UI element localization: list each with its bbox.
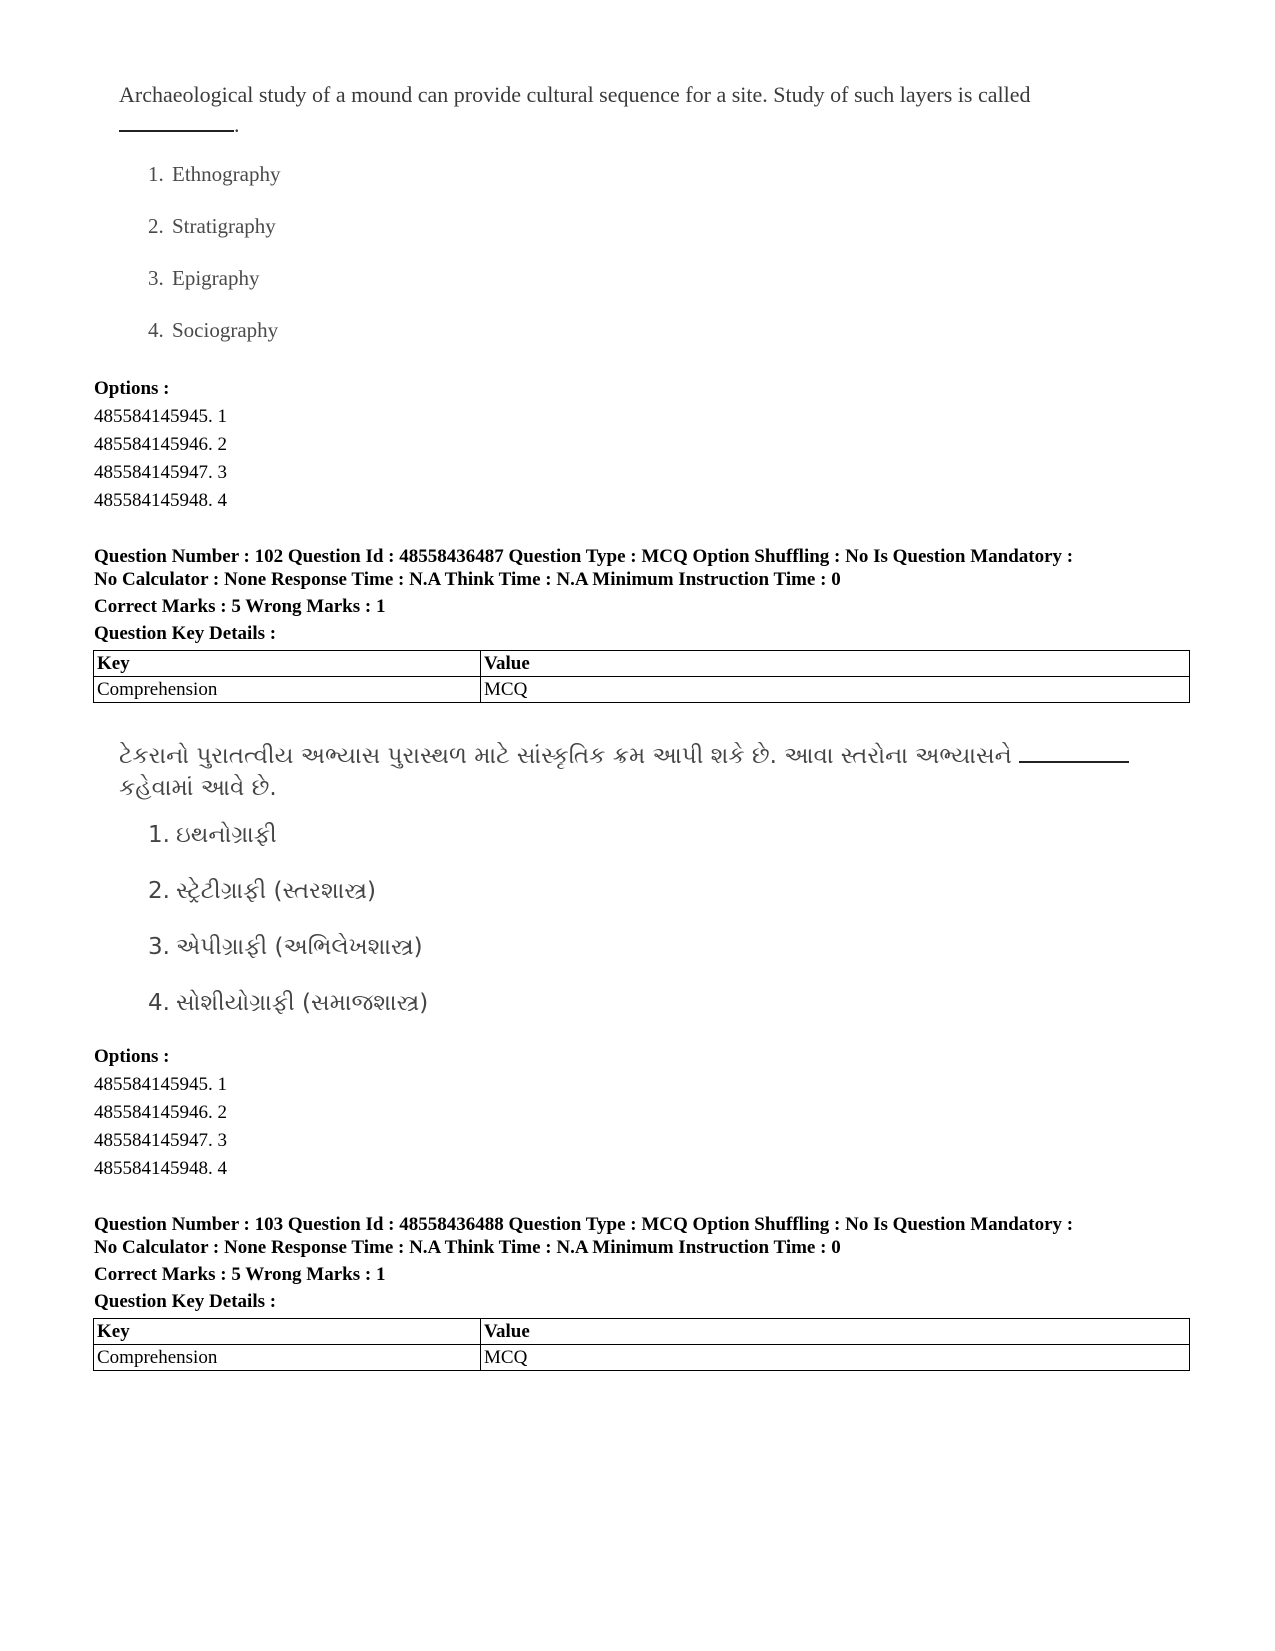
table-row — [94, 1345, 1190, 1371]
option-item: 4. સોશીયોગ્રાફી (સમાજશાસ્ત્ર) — [148, 990, 429, 1016]
question-text: ટેકરાનો પુરાતત્વીય અભ્યાસ પુરાસ્થળ માટે સાંસ્કૃતિક ક્રમ આપી શકે છે. આવા સ્તરોના અભ્યાસને — [119, 743, 1012, 769]
option-id: 485584145948. 4 — [94, 1158, 227, 1179]
table-cell-value: MCQ — [481, 677, 1190, 703]
option-item: 2. સ્ટ્રેટીગ્રાફી (સ્તરશાસ્ત્ર) — [148, 878, 376, 904]
marks-line: Correct Marks : 5 Wrong Marks : 1 — [94, 596, 386, 617]
option-id: 485584145947. 3 — [94, 462, 227, 483]
question-stem-english: Archaeological study of a mound can provide cultural sequence for a site. Study of such layers is called . — [119, 82, 1031, 137]
table-header-value: Value — [481, 1319, 1190, 1345]
key-details-label: Question Key Details : — [94, 1291, 277, 1312]
option-id: 485584145948. 4 — [94, 490, 227, 511]
table-header-key: Key — [94, 1319, 481, 1345]
question-meta-line: Question Number : 103 Question Id : 48558436488 Question Type : MCQ Option Shuffling : No Is Question Mandatory : — [94, 1214, 1074, 1235]
question-meta-line: Question Number : 102 Question Id : 48558436487 Question Type : MCQ Option Shuffling : No Is Question Mandatory : — [94, 546, 1074, 567]
option-item: 3. Epigraphy — [148, 266, 260, 290]
table-header-key: Key — [94, 651, 481, 677]
option-item: 2. Stratigraphy — [148, 214, 276, 238]
key-details-table — [93, 1318, 1190, 1371]
key-details-table — [93, 650, 1190, 703]
option-id: 485584145946. 2 — [94, 1102, 227, 1123]
question-text: Archaeological study of a mound can provide cultural sequence for a site. Study of such layers is called — [119, 82, 1031, 107]
question-meta-line: No Calculator : None Response Time : N.A Think Time : N.A Minimum Instruction Time : 0 — [94, 569, 841, 590]
option-item: 4. Sociography — [148, 318, 279, 342]
option-id: 485584145945. 1 — [94, 406, 227, 427]
table-header-row — [94, 651, 1190, 677]
options-id-block — [94, 375, 227, 515]
option-id: 485584145947. 3 — [94, 1130, 227, 1151]
option-item: 1. Ethnography — [148, 162, 281, 186]
question-meta — [94, 1213, 1194, 1313]
options-id-block — [94, 1043, 227, 1183]
answer-blank — [1019, 757, 1129, 763]
options-label: Options : — [94, 378, 170, 399]
table-header-row — [94, 1319, 1190, 1345]
table-header-value: Value — [481, 651, 1190, 677]
table-cell-key: Comprehension — [94, 1345, 481, 1371]
options-label: Options : — [94, 1046, 170, 1067]
key-details-label: Question Key Details : — [94, 623, 277, 644]
option-item: 3. એપીગ્રાફી (અભિલેખશાસ્ત્ર) — [148, 934, 423, 960]
table-row — [94, 677, 1190, 703]
marks-line: Correct Marks : 5 Wrong Marks : 1 — [94, 1264, 386, 1285]
question-meta — [94, 545, 1194, 645]
table-cell-value: MCQ — [481, 1345, 1190, 1371]
option-id: 485584145945. 1 — [94, 1074, 227, 1095]
answer-blank — [119, 126, 234, 132]
table-cell-key: Comprehension — [94, 677, 481, 703]
question-text: કહેવામાં આવે છે. — [119, 775, 277, 801]
question-meta-line: No Calculator : None Response Time : N.A Think Time : N.A Minimum Instruction Time : 0 — [94, 1237, 841, 1258]
question-stem-gujarati — [119, 740, 1159, 804]
option-item: 1. ઇથનોગ્રાફી — [148, 822, 277, 848]
option-id: 485584145946. 2 — [94, 434, 227, 455]
